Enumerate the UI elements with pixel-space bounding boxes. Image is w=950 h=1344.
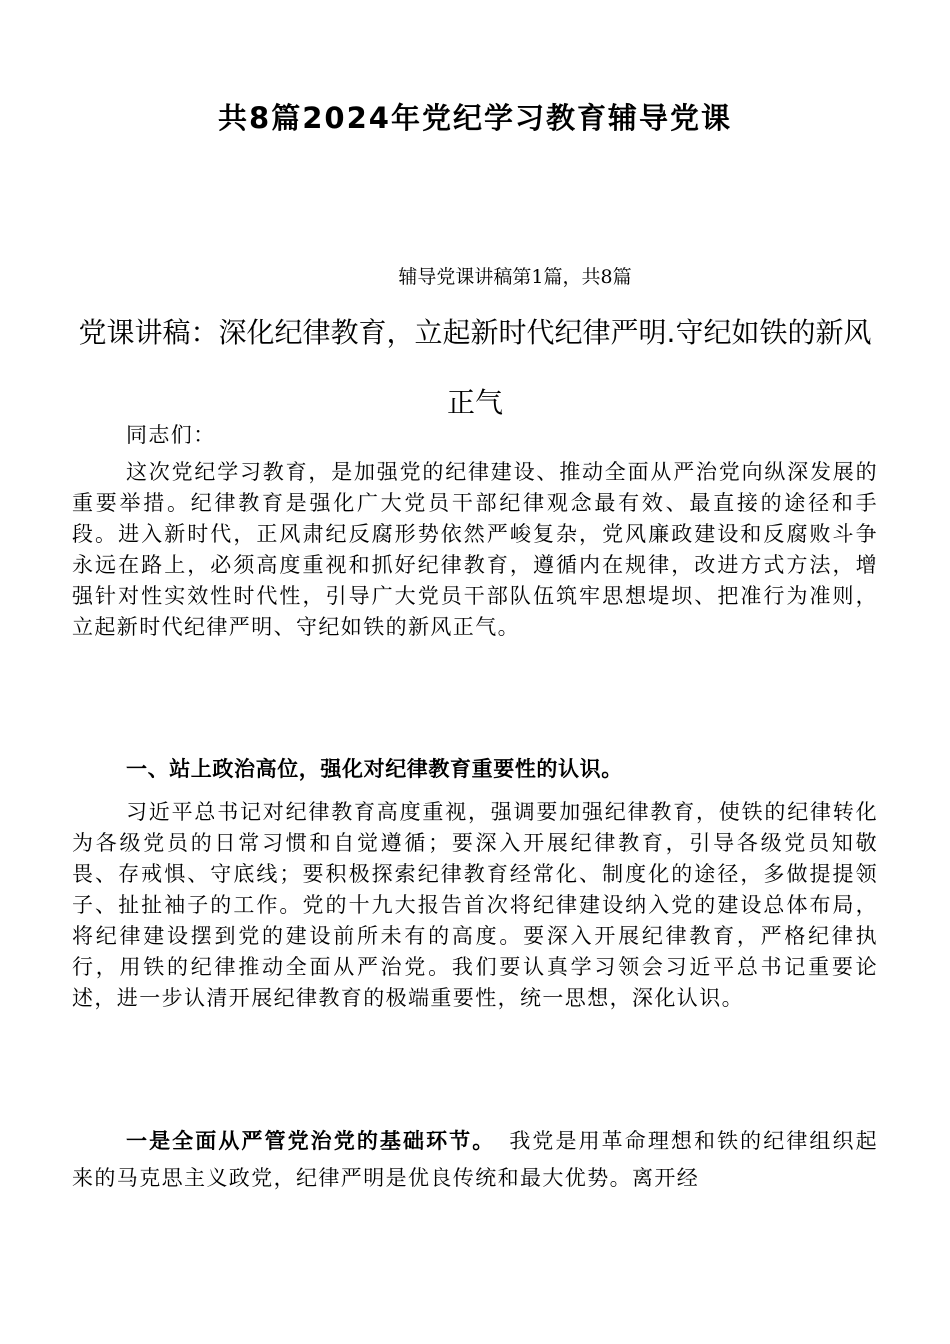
paragraph-section-1: 习近平总书记对纪律教育高度重视，强调要加强纪律教育，使铁的纪律转化为各级党员的日常习惯和自觉遵循；要深入开展纪律教育，引导各级党员知敬畏、存戒惧、守底线；要积极探索纪律教育经常化、制度化的途径，多做提提领子、扯扯袖子的工作。党的十九大报告首次将纪律建设纳入党的建设总体布局，将纪律建设摆到党的建设前所未有的高度。要深入开展纪律教育，严格纪律执行，用铁的纪律推动全面从严治党。我们要认真学习领会习近平总书记重要论述，进一步认清开展纪律教育的极端重要性，统一思想，深化认识。 <box>72 800 878 1010</box>
paragraph-intro: 这次党纪学习教育，是加强党的纪律建设、推动全面从严治党向纵深发展的重要举措。纪律教育是强化广大党员干部纪律观念最有效、最直接的途径和手段。进入新时代，正风肃纪反腐形势依然严峻复杂，党风廉政建设和反腐败斗争永远在路上，必须高度重视和抓好纪律教育，遵循内在规律，改进方式方法，增强针对性实效性时代性，引导广大党员干部队伍筑牢思想堤坝、把准行为准则，立起新时代纪律严明、守纪如铁的新风正气。 <box>72 460 878 639</box>
paragraph-point-1 <box>72 1122 878 1197</box>
greeting: 同志们： <box>126 423 216 447</box>
series-label: 辅导党课讲稿第1篇，共8篇 <box>398 266 632 288</box>
point-1-text: 我党是用革命理想和铁的纪律组织起来的马克思主义政党，纪律严明是优良传统和最大优势。离开经 <box>72 1129 878 1190</box>
speech-title: 党课讲稿：深化纪律教育，立起新时代纪律严明.守纪如铁的新风正气 <box>78 316 872 419</box>
document-title: 共8篇2024年党纪学习教育辅导党课 <box>218 101 732 135</box>
section-heading-1: 一、站上政治高位，强化对纪律教育重要性的认识。 <box>126 757 623 781</box>
point-1-lead: 一是全面从严管党治党的基础环节。 <box>126 1128 496 1153</box>
